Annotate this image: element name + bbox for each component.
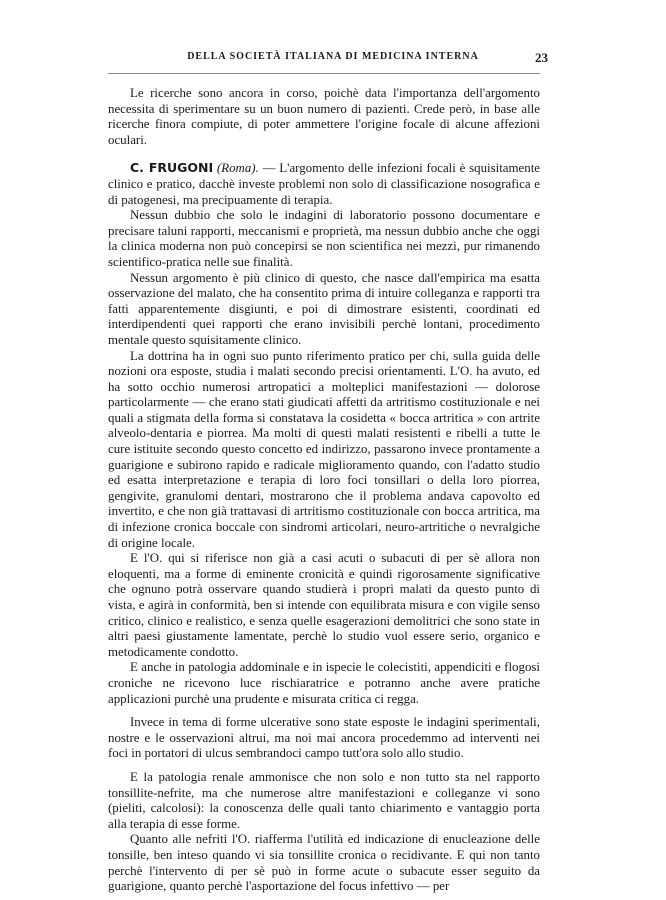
running-title: DELLA SOCIETÀ ITALIANA DI MEDICINA INTERNA [187, 51, 479, 62]
paragraph-2-text: — L'argomento delle infezioni focali è squisitamente clinico e pratico, dacchè investe problemi non solo di classificazione nosografica e di patogenesi, ma precipuamente di terapia. [108, 161, 540, 207]
paragraph-6: E l'O. qui si riferisce non già a casi acuti o subacuti di per sè allora non eloquenti, ma a forme di eminente cronicità e quindi rigorosamente significative che ognuno potrà osservare quando studierà i propri malati da questo punto di vista, e agirà in conformità, ben si intende con equilibrata misura e con vigile senso critico, clinico e realistico, e senza quelle esagerazioni demolitrici che sono state in altri paesi giustamente lamentate, perchè lo studio vuol essere serio, organico e metodicamente condotto. [108, 551, 540, 659]
speaker-name: C. FRUGONI [130, 160, 214, 176]
paragraph-7: E anche in patologia addominale e in ispecie le colecistiti, appendiciti e flogosi croniche ne ricevono luce rischiaratrice e potranno anche avere pratiche applicazioni purchè una prudente e misurata critica ci regga. [108, 660, 540, 706]
paragraph-9: E la patologia renale ammonisce che non solo e non tutto sta nel rapporto tonsillite-nefrite, ma che numerose altre manifestazioni e colleganze vi sono (pieliti, calcolosi): la conoscenza delle quali tanto chiarimento e vantaggio porta alla terapia di esse forme. [108, 769, 540, 831]
paragraph-5: La dottrina ha in ogni suo punto riferimento pratico per chi, sulla guida delle nozioni ora esposte, studia i malati secondo precisi orientamenti. L'O. ha avuto, ed ha sotto occhio numerosi artropatici a molteplici manifestazioni — dolorose particolarmente — che erano stati giudicati affetti da artritismo costituzionale e nei quali a stigmata della forma si constatava la cosidetta « bocca artritica » con artrite alveolo-dentaria e piorrea. Ma molti di questi malati resistenti e ribelli a tutte le cure istituite secondo questo concetto ed indirizzo, passarono invece prontamente a guarigione e subirono rapido e radicale miglioramento quando, con l'adatto studio ed esatta interpretazione e terapia di loro foci tonsillari o della loro piorrea, gengivite, granulomi dentari, mostrarono che il problema andava capovolto ed invertito, e che non già trattavasi di artritismo costituzionale con bocca artritica, ma di infezione cronica boccale con sindromi articolari, neuro-artritiche o nevralgiche di origine locale. [108, 348, 540, 550]
running-head [0, 51, 666, 69]
paragraph-10: Quanto alle nefriti l'O. riafferma l'utilità ed indicazione di enucleazione delle tonsille, ben inteso quando vi sia tonsillite cronica o recidivante. E qui non tanto perchè l'intervento di per sè può in forme acute o subacute esser seguito da guarigione, quanto perchè l'asportazione del focus infettivo — per [108, 832, 540, 894]
page-number: 23 [535, 50, 548, 65]
paragraph-3: Nessun dubbio che solo le indagini di laboratorio possono documentare e precisare taluni rapporti, meccanismi e proprietà, ma nessun dubbio anche che oggi la clinica moderna non può concepirsi se non scientifica nei mezzi, pur rimanendo scientifico-pratica nelle sue finalità. [108, 208, 540, 269]
paragraph-2 [108, 160, 540, 208]
paragraph-8: Invece in tema di forme ulcerative sono state esposte le indagini sperimentali, nostre e le osservazioni altrui, ma noi mai ancora procedemmo ad interventi nei foci in portatori di ulcus sembrandoci campo tutt'ora solo allo studio. [108, 715, 540, 761]
speaker-place: (Roma). [216, 161, 259, 176]
header-rule [108, 73, 540, 74]
paragraph-4: Nessun argomento è più clinico di questo, che nasce dall'empirica ma esatta osservazione del malato, che ha consentito prima di intuire colleganza e rapporti tra fatti apparentemente disgiunti, e poi di dimostrare esistenti, coordinati ed interdipendenti quei rapporti che erano invisibili perchè lontani, procedimento mentale questo squisitamente clinico. [108, 270, 540, 347]
paragraph-1: Le ricerche sono ancora in corso, poichè data l'importanza dell'argomento necessita di sperimentare su un buon numero di pazienti. Crede però, in base alle ricerche finora compiute, di poter ammettere l'origine focale di alcune affezioni oculari. [108, 86, 540, 147]
body-text [108, 86, 540, 895]
